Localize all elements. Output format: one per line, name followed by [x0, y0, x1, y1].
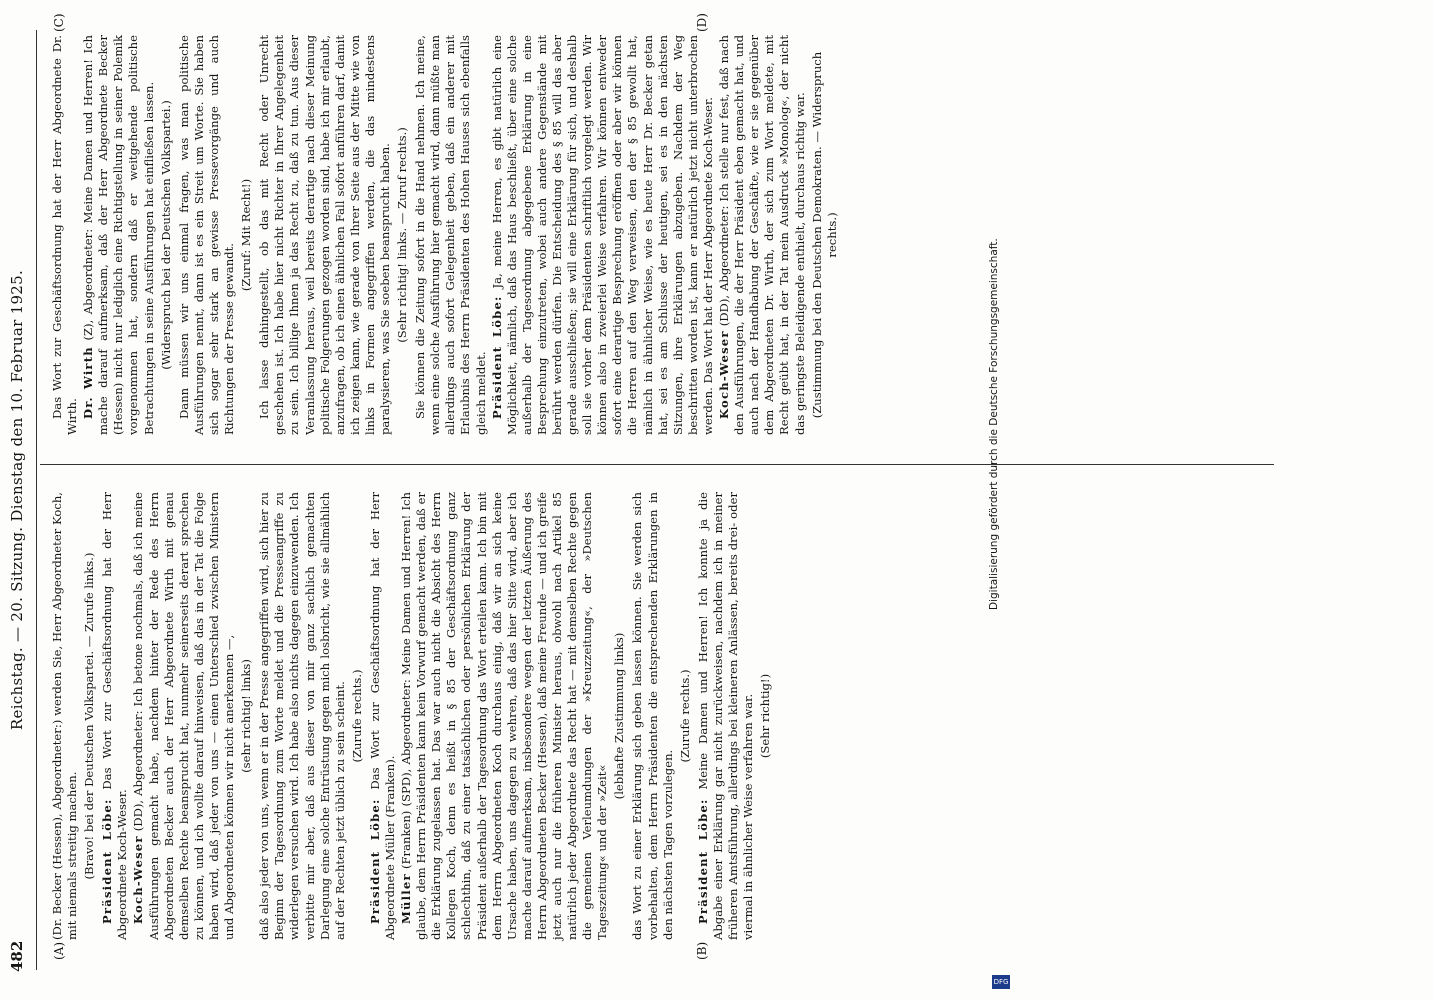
speaker-name: Koch-Weser — [717, 330, 732, 419]
speech-paragraph — [81, 35, 156, 435]
margin-label-d: (D) — [695, 13, 709, 32]
interjection: (Zurufe rechts.) — [349, 669, 364, 763]
speech-text: Meine Damen und Herren! Ich konnte ja die Abgabe einer Erklärung gar nicht zurückweisen, nachdem ich in meiner früheren Amtsführung, allerdings bei kleineren Anlässen, bereits drei- oder viermal in ähnlicher Weise verfahren war. — [695, 492, 756, 940]
margin-label-b: (B) — [695, 941, 709, 960]
text-paragraph: Das Wort zur Geschäftsordnung hat der Herr Abgeordnete Dr. Wirth. — [50, 35, 80, 435]
speech-text: (DD), Abgeordneter: Ich stelle nur fest, daß nach den Ausführungen, die der Herr Präsident eben gemacht hat, und auch nach der Handhabung der Geschäfte, wie er sie gegenüber dem Abgeordneten Dr. Wirth, der sich zum Wort meldete, mit Recht geübt hat, in der Tat mein Ausdruck »Monolog«, der nicht das geringste Beleidigende enthielt, durchaus richtig war. — [717, 35, 807, 435]
dfg-logo: DFG — [992, 975, 1010, 989]
text-paragraph: (Dr. Becker (Hessen), Abgeordneter:) werden Sie, Herr Abgeordneter Koch, mit niemals streitig machen. — [50, 492, 80, 940]
interjection: (Widerspruch bei der Deutschen Volkspartei.) — [158, 100, 173, 370]
margin-label-a: (A) — [52, 941, 66, 960]
speaker-name: Präsident Löbe: — [489, 295, 504, 419]
speech-paragraph — [368, 492, 398, 940]
speaker-name: Präsident Löbe: — [100, 798, 115, 924]
speech-paragraph — [399, 492, 610, 940]
left-column — [50, 492, 776, 940]
speech-text: Ja, meine Herren, es gibt natürlich eine Möglichkeit, nämlich, daß das Haus beschließt, über eine solche außerhalb der Tagesordnung abgegebene Erklärung in eine Besprechung einzutreten, wobei auch andere Gegenstände mit berührt werden dürfen. Die Entscheidung des § 85 will das aber gerade ausschließen; sie will eine Erklärung für sich, und deshalb soll sie vorher dem Präsidenten schriftlich vorgelegt werden. Wir können also in zweierlei Weise verfahren. Wir können entweder sofort eine derartige Besprechung eröffnen oder aber wir können die Herren auf den Weg verweisen, den der § 85 gewollt hat, nämlich in ähnlicher Weise, wie es heute Herr Dr. Becker getan hat, sei es am Schlusse der heutigen, sei es in den nächsten Sitzungen, ihre Erklärungen abzugeben. Nachdem der Weg beschritten worden ist, kann er natürlich jetzt nicht unterbrochen werden. Das Wort hat der Herr Abgeordnete Koch-Weser. — [489, 35, 715, 435]
speech-paragraph — [717, 35, 808, 435]
text-paragraph: Ich lasse dahingestellt, ob das mit Recht oder Unrecht geschehen ist. Ich habe hier nicht Richter in Ihrer Angelegenheit zu sein. Ich billige Ihnen ja das Recht zu, daß zu tun. Aus dieser Veranlassung heraus, weil bereits derartige nach dieser Meinung politische Folgerungen gezogen worden sind, habe ich mir erlaubt, anzufragen, ob ich einen ähnlichen Fall sofort anführen darf, damit ich zeigen kann, wie gerade von Ihrer Seite aus der Mitte wie von links in Formen angegriffen werden, die das mindestens paralysieren, was Sie soeben beansprucht haben. — [257, 35, 392, 435]
text-paragraph: Sie können die Zeitung sofort in die Hand nehmen. Ich meine, wenn eine solche Ausführung hier gemacht wird, dann müßte man allerdings auch sofort Gelegenheit geben, daß ein anderer mit Erlaubnis des Herrn Präsidenten des Hohen Hauses sich ebenfalls gleich meldet. — [413, 35, 488, 435]
speaker-name: Koch-Weser — [131, 835, 146, 924]
text-paragraph: das Wort zu einer Erklärung sich geben lassen können. Sie werden sich vorbehalten, dem Herrn Präsidenten die entsprechenden Erklärungen in den nächsten Tagen vorzulegen. — [630, 492, 675, 940]
page-header — [8, 18, 32, 982]
speaker-name: Dr. Wirth — [81, 346, 96, 419]
text-paragraph: daß also jeder von uns, wenn er in der Presse angegriffen wird, sich hier zu Beginn der Tagesordnung zum Worte meldet und die Presseangriffe zu widerlegen versuchen wird. Ich habe also nichts dagegen einzuwenden. Ich verbitte mir aber, daß aus dieser von mir ganz sachlich gemachten Darlegung eine solche Entrüstung gegen mich losbricht, wie sie allmählich auf der Rechten jetzt üblich zu sein scheint. — [257, 492, 347, 940]
speech-paragraph — [696, 492, 756, 940]
speech-text: Das Wort zur Geschäftsordnung hat der Herr Abgeordnete Müller (Franken). — [367, 492, 397, 940]
speaker-name: Präsident Löbe: — [695, 798, 710, 924]
interjection: (Zustimmung bei den Deutschen Demokraten. — Widerspruch rechts.) — [809, 51, 839, 419]
speech-text: Das Wort zur Geschäftsordnung hat der Herr Abgeordnete Koch-Weser. — [100, 492, 130, 940]
interjection: (Sehr richtig! links. — Zuruf rechts.) — [395, 127, 410, 343]
interjection: (lebhafte Zustimmung links) — [612, 632, 627, 800]
speech-text: (DD), Abgeordneter: Ich betone nochmals, daß ich meine Ausführungen gemacht habe, nachdem hinter der Rede des Herrn Abgeordneten Becker auch der Herr Abgeordnete Wirth mit genau demselben Rechte beansprucht hat, nunmehr seinerseits derart sprechen zu können, und ich wollte darauf hinweisen, daß das in der Tat die Folge haben wird, daß jeder von uns — einen Unterschied zwischen Ministern und Abgeordneten können wir nicht anerkennen —, — [131, 492, 237, 940]
speech-paragraph — [100, 492, 130, 940]
digitization-note: Digitalisierung gefördert durch die Deutsche Forschungsgemeinschaft. — [988, 238, 1000, 610]
speaker-name: Müller — [399, 873, 414, 924]
speech-paragraph — [490, 35, 716, 435]
interjection: (sehr richtig! links) — [239, 659, 254, 773]
speech-text: (Z), Abgeordneter: Meine Damen und Herren! Ich mache darauf aufmerksam, daß der Herr Abgeordnete Becker (Hessen) nicht nur lediglich eine Richtigstellung in seiner Polemik vorgenommen hat, sondern daß er weitgehende politische Betrachtungen in seine Ausführungen hat einfließen lassen. — [81, 35, 156, 435]
right-column — [50, 35, 843, 435]
page-number: 482 — [8, 940, 26, 972]
interjection: (Bravo! bei der Deutschen Volkspartei. — Zurufe links.) — [82, 552, 97, 880]
interjection: (Zuruf: Mit Recht!) — [239, 178, 254, 292]
interjection: (Zurufe rechts.) — [677, 669, 692, 763]
running-title: Reichstag. — 20. Sitzung. Dienstag den 10. Februar 1925. — [8, 269, 26, 731]
column-divider — [40, 464, 1274, 465]
header-rule — [36, 30, 37, 970]
text-paragraph: Dann müssen wir uns einmal fragen, was man politische Ausführungen nennt, dann ist es ein Streit um Worte. Sie haben sich sogar sehr stark an gewisse Pressevorgänge und auch Richtungen der Presse gewandt. — [176, 35, 237, 435]
interjection: (Sehr richtig!) — [758, 673, 773, 759]
speaker-name: Präsident Löbe: — [367, 798, 382, 924]
speech-paragraph — [131, 492, 237, 940]
margin-label-c: (C) — [52, 13, 66, 32]
speech-text: (Franken) (SPD), Abgeordneter: Meine Damen und Herren! Ich glaube, dem Herrn Präsidenten kann kein Vorwurf gemacht werden, daß er die Erklärung zugelassen hat. Das war auch nicht die Absicht des Herrn Kollegen Koch, denn es heißt in § 85 der Geschäftsordnung ganz schlechthin, daß zu einer tatsächlichen oder persönlichen Erklärung der Präsident außerhalb der Tagesordnung das Wort erteilen kann. Ich bin mit dem Herrn Abgeordneten Koch durchaus einig, daß wir an sich keine Ursache haben, uns dagegen zu wehren, daß das hier Sitte wird, aber ich mache darauf aufmerksam, insbesondere wegen der letzten Äußerung des Herrn Abgeordneten Becker (Hessen), daß meine Freunde — und ich greife jetzt auch nur die früheren Minister heraus, obwohl nach Artikel 85 natürlich jeder Abgeordnete das Recht hat — mit demselben Rechte gegen die gemeinen Verleumdungen der »Kreuzzeitung«, der »Deutschen Tageszeitung« und der »Zeit« — [399, 492, 610, 940]
